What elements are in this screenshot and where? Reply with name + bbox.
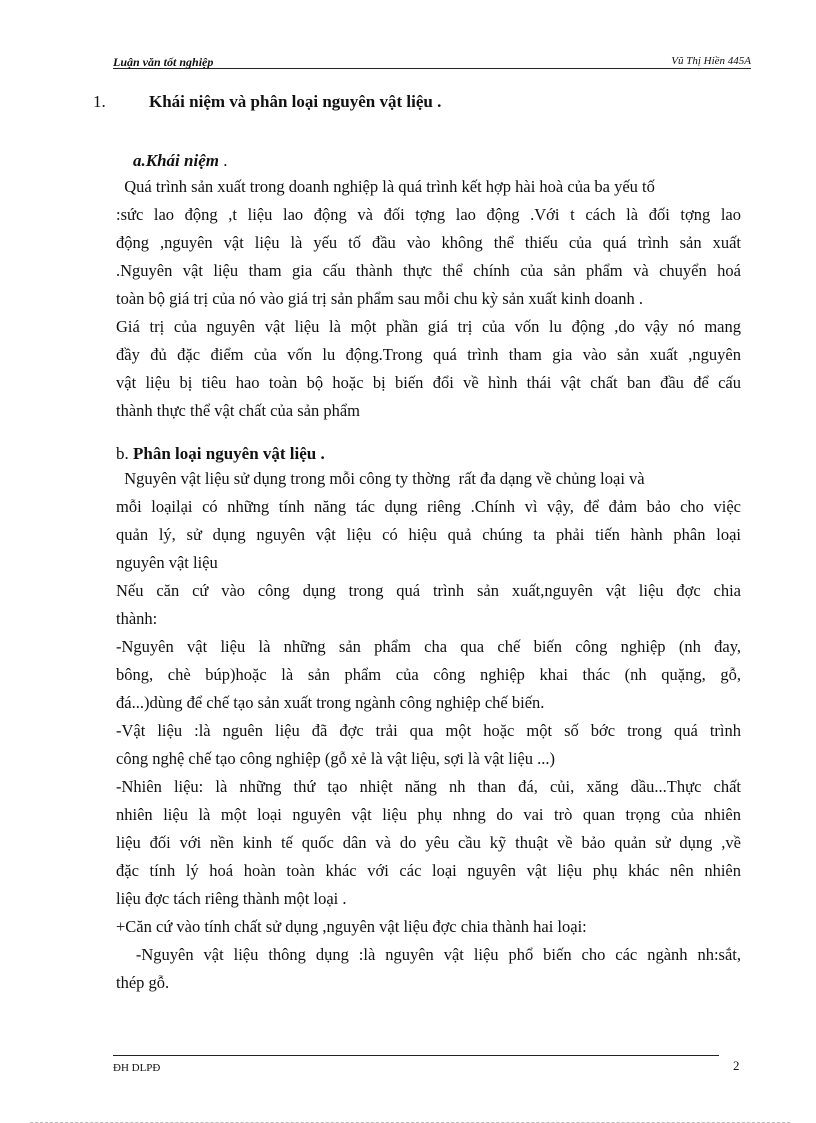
paragraph-line: Giá trị của nguyên vật liệu là một phần giá trị của vốn lu động ,do vậy nó mang [116,317,741,336]
paragraph-line: đặc tính lý hoá hoàn toàn khác với các loại nguyên vật liệu phụ khác nên nhiên [116,861,741,880]
page-header [113,55,751,69]
footer-divider [113,1055,719,1056]
paragraph-line: đầy đủ đặc điểm của vốn lu động.Trong quá trình tham gia vào sản xuất ,nguyên [116,345,741,364]
paragraph-line: đá...)dùng để chế tạo sản xuất trong ngành công nghiệp chế biến. [116,693,545,712]
subsection-b-heading [116,444,325,464]
paragraph-line: Nguyên vật liệu sử dụng trong mỗi công ty thờng rất đa dạng về chủng loại và [116,469,645,488]
paragraph-line: -Nguyên vật liệu là những sản phẩm cha qua chế biến công nghiệp (nh đay, [116,637,741,656]
paragraph-line: toàn bộ giá trị của nó vào giá trị sản phẩm sau mỗi chu kỳ sản xuất kinh doanh . [116,289,643,308]
page-number: 2 [733,1058,740,1073]
paragraph-line: thành: [116,609,158,628]
subsection-a-heading [133,151,227,171]
paragraph-line: nguyên vật liệu [116,553,218,572]
paragraph-line: bông, chè búp)hoặc là sản phẩm của công nghiệp khai thác (nh quặng, gỗ, [116,665,741,684]
paragraph-concept [116,173,741,425]
footer-institution: ĐH DLPĐ [113,1062,161,1074]
paragraph-line: liệu đối với nền kinh tế quốc dân và do yêu cầu kỹ thuật về bảo quản sử dụng ,về [116,833,741,852]
paragraph-line: vật liệu bị tiêu hao toàn bộ hoặc bị biến đổi về hình thái vật chất ban đầu để cấu [116,373,741,392]
subsection-b-title: Phân loại nguyên vật liệu . [128,444,325,463]
section-number: 1. [93,92,106,111]
paragraph-line: thành thực thể vật chất của sản phẩm [116,401,360,420]
paragraph-line: .Nguyên vật liệu tham gia cấu thành thực thể chính của sản phẩm và chuyển hoá [116,261,741,280]
paragraph-line: thép gỗ. [116,973,170,992]
paragraph-line: -Vật liệu :là nguên liệu đã đợc trải qua một hoặc một số bớc trong quá trình [116,721,741,740]
subsection-a-suffix: . [218,151,228,170]
header-title: Luận văn tốt nghiệp [113,55,214,69]
section-title: Khái niệm và phân loại nguyên vật liệu . [149,92,442,111]
paragraph-line: công nghệ chế tạo công nghiệp (gỗ xẻ là vật liệu, sợi là vật liệu ...) [116,749,555,768]
paragraph-line: động ,nguyên vật liệu là yếu tố đầu vào không thể thiếu của quá trình sản xuất [116,233,741,252]
header-divider [113,68,751,69]
paragraph-classification [116,465,741,997]
subsection-b-prefix: b. [116,444,129,463]
paragraph-line: :sức lao động ,t liệu lao động và đối tợng lao động .Với t cách là đối tợng lao [116,205,741,224]
paragraph-line: nhiên liệu là một loại nguyên vật liệu phụ nhng do vai trò quan trọng của nhiên [116,805,741,824]
paragraph-line: Quá trình sản xuất trong doanh nghiệp là quá trình kết hợp hài hoà của ba yếu tố [116,177,655,196]
paragraph-line: +Căn cứ vào tính chất sử dụng ,nguyên vật liệu đợc chia thành hai loại: [116,917,587,936]
paragraph-line: -Nguyên vật liệu thông dụng :là nguyên vật liệu phổ biến cho các ngành nh:sắt, [116,945,741,964]
paragraph-line: Nếu căn cứ vào công dụng trong quá trình sản xuất,nguyên vật liệu đợc chia [116,581,741,600]
subsection-a-title: a.Khái niệm [133,151,219,170]
paragraph-line: liệu đợc tách riêng thành một loại . [116,889,347,908]
paragraph-line: quản lý, sử dụng nguyên vật liệu có hiệu quả chúng ta phải tiến hành phân loại [116,525,741,544]
header-author: Vũ Thị Hiền 445A [671,55,751,67]
paragraph-line: mỗi loạilại có những tính năng tác dụng riêng .Chính vì vậy, để đảm bảo cho việc [116,497,741,516]
paragraph-line: -Nhiên liệu: là những thứ tạo nhiệt năng nh than đá, củi, xăng dầu...Thực chất [116,777,741,796]
